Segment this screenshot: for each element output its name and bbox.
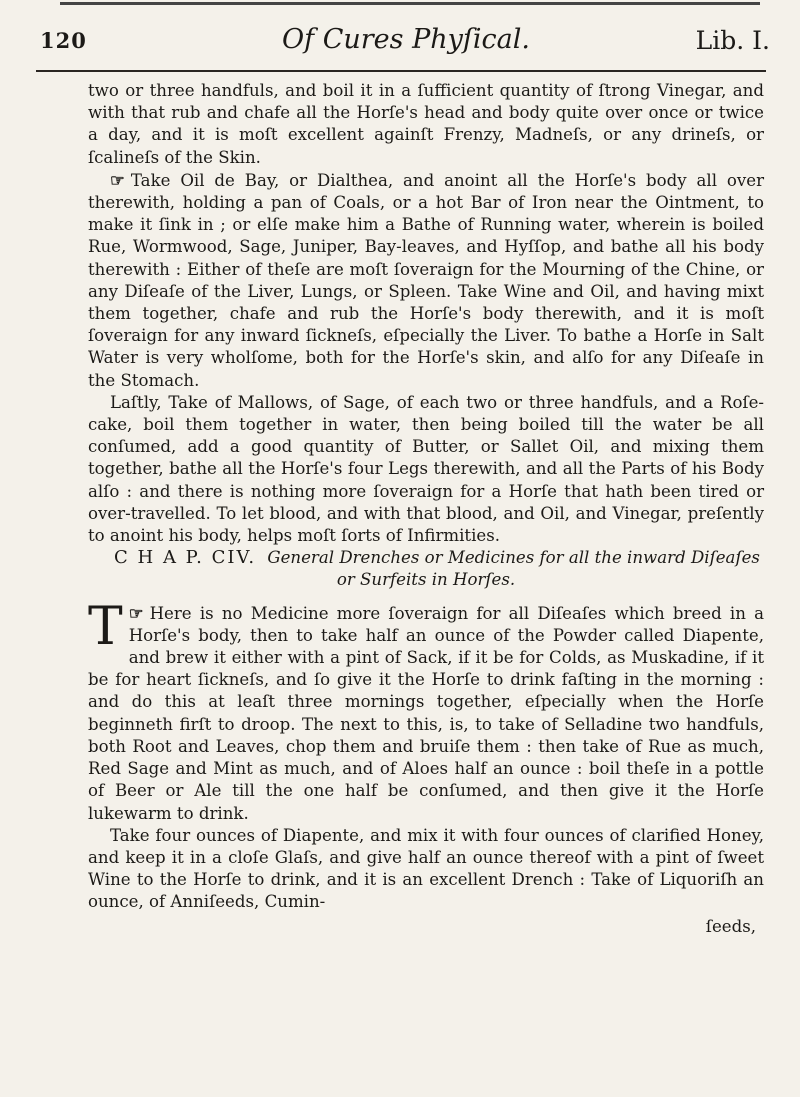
drop-cap: T (88, 596, 123, 657)
paragraph-2 (88, 169, 764, 392)
header-rule (36, 70, 766, 72)
catchword: ſeeds, (705, 916, 756, 936)
page-header (36, 18, 776, 62)
running-title: Of Cures Phyſical. (282, 24, 530, 55)
chapter-title: General Drenches or Medicines for all the inward Diſeaſes or Surfeits in Horſes. (267, 548, 760, 590)
top-edge-rule (60, 2, 760, 5)
paragraph-mark-icon: ☞ (128, 602, 144, 623)
text-body (88, 80, 764, 938)
paragraph-3: Laſtly, Take of Mallows, of Sage, of each two or three handfuls, and a Roſe-cake, boil them together in water, then being boiled till the water be all conſumed, add a good quantity of Butter, or Sallet Oil, and mixing them together, bathe all the Horſe's four Legs therewith, and all the Parts of his Body alſo : and there is nothing more ſoveraign for a Horſe that hath been tired or over-travelled. To let blood, and with that blood, and Oil, and Vinegar, preſently to anoint his body, helps moſt ſorts of Infirmities. (88, 392, 764, 546)
page-number: 120 (40, 28, 87, 53)
chapter-paragraph-1 (88, 596, 764, 825)
paragraph-2-text: Take Oil de Bay, or Dialthea, and anoint all the Horſe's body all over therewith, holding a pan of Coals, or a hot Bar of Iron near the Ointment, to make it ſink in ; or elſe make him a Bathe of Running water, wherein is boiled Rue, Wormwood, Sage, Juniper, Bay-leaves, and Hyſſop, and bathe all his body therewith : Either of theſe are moſt ſoveraign for the Mourning of the Chine, or any Diſeaſe of the Liver, Lungs, or Spleen. Take Wine and Oil, and having mixt them together, chafe and rub the Horſe's body therewith, and it is moſt ſoveraign for any inward ſickneſs, eſpecially the Liver. To bathe a Horſe in Salt Water is very wholſome, both for the Horſe's skin, and alſo for any Diſeaſe in the Stomach. (88, 170, 764, 390)
paragraph-mark-icon: ☞ (110, 169, 125, 190)
chapter-label: C H A P. CIV. (114, 547, 257, 569)
chapter-paragraph-1-text: Here is no Medicine more ſoveraign for all Diſeaſes which breed in a Horſe's body, then to take half an ounce of the Powder called Diapente, and brew it either with a pint of Sack, if it be for Colds, as Muskadine, if it be for heart ſickneſs, and ſo give it the Horſe to drink faſting in the morning : and do this at leaſt three mornings together, eſpecially when the Horſe beginneth firſt to droop. The next to this, is, to take of Selladine two handfuls, both Root and Leaves, chop them and bruiſe them : then take of Rue as much, Red Sage and Mint as much, and of Aloes half an ounce : boil theſe in a pottle of Beer or Ale till the one half be conſumed, and then give it the Horſe lukewarm to drink. (88, 603, 764, 823)
paragraph-1: two or three handfuls, and boil it in a ſufficient quantity of ſtrong Vinegar, and with that rub and chafe all the Horſe's head and body quite over once or twice a day, and it is moſt excellent againſt Frenzy, Madneſs, or any drineſs, or ſcalineſs of the Skin. (88, 81, 764, 167)
chapter-heading (88, 547, 764, 591)
chapter-paragraph-2: Take four ounces of Diapente, and mix it with four ounces of clarified Honey, and keep it in a cloſe Glaſs, and give half an ounce thereof with a pint of ſweet Wine to the Horſe to drink, and it is an excellent Drench : Take of Liquoriſh an ounce, of Anniſeeds, Cumin- (88, 825, 764, 912)
book-number: Lib. I. (695, 26, 770, 55)
